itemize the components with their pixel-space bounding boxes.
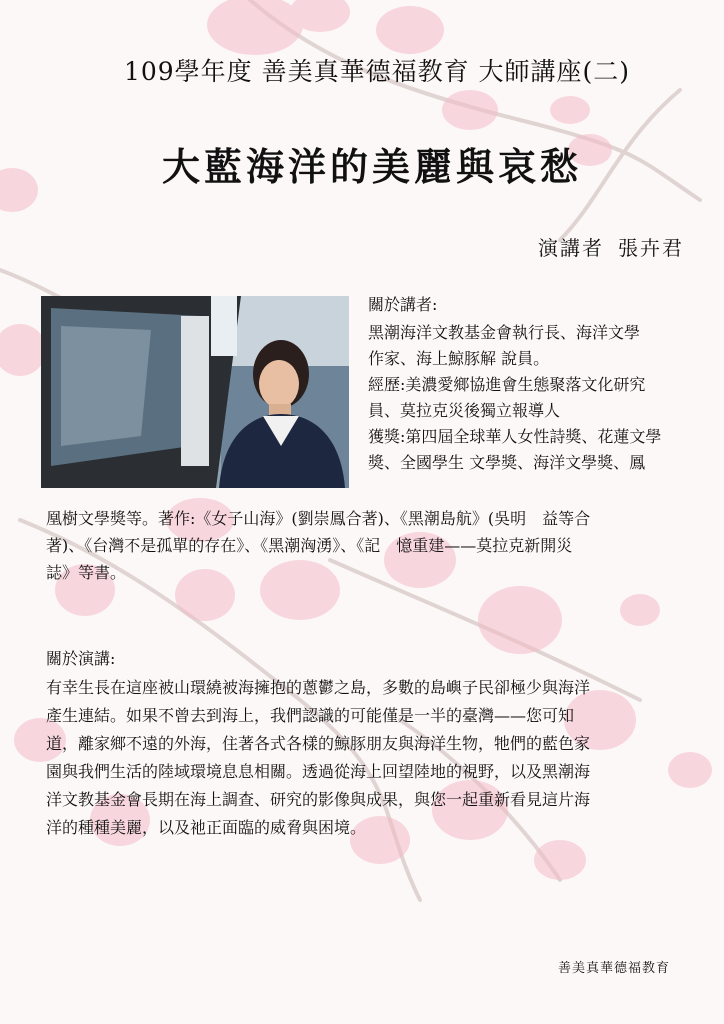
bio-line: 誌》等書。: [46, 563, 127, 582]
speaker-label: 演講者: [538, 236, 604, 260]
about-speaker-heading: 關於講者:: [368, 295, 438, 314]
talk-line: 產生連結。如果不曾去到海上，我們認識的可能僅是一半的臺灣——您可知: [46, 706, 575, 725]
bio-line: 黑潮海洋文教基金會執行長、海洋文學: [368, 323, 641, 342]
speaker-line: [524, 232, 684, 261]
talk-line: 洋的種種美麗，以及祂正面臨的威脅與困境。: [46, 818, 367, 837]
bio-line: 經歷:美濃愛鄉協進會生態聚落文化研究: [368, 375, 646, 394]
talk-line: 道，離家鄉不遠的外海，住著各式各樣的鯨豚朋友與海洋生物，牠們的藍色家: [46, 734, 591, 753]
speaker-photo: [41, 296, 349, 488]
bio-line: 獲獎:第四屆全球華人女性詩獎、花蓮文學: [368, 427, 662, 446]
speaker-bio-full: [46, 505, 686, 586]
bio-line: 凰樹文學獎等。著作:《女子山海》(劉崇鳳合著)、《黑潮島航》(吳明 益等合: [46, 509, 591, 528]
talk-line: 洋文教基金會長期在海上調查、研究的影像與成果，與您一起重新看見這片海: [46, 790, 591, 809]
page-title: 大藍海洋的美麗與哀愁: [161, 144, 582, 189]
talk-description: [46, 674, 686, 842]
bio-line: 著)、《台灣不是孤單的存在》、《黑潮洶湧》、《記 憶重建——莫拉克新開災: [46, 536, 573, 555]
speaker-bio-side: [368, 320, 688, 476]
event-header: 109學年度 善美真華德福教育 大師講座(二): [123, 57, 631, 86]
bio-line: 獎、全國學生 文學獎、海洋文學獎、鳳: [368, 453, 646, 472]
bio-line: 員、莫拉克災後獨立報導人: [368, 401, 561, 420]
footer-organization: 善美真華德福教育: [557, 961, 670, 976]
talk-line: 有幸生長在這座被山環繞被海擁抱的蔥鬱之島，多數的島嶼子民卻極少與海洋: [46, 678, 591, 697]
talk-line: 園與我們生活的陸域環境息息相關。透過從海上回望陸地的視野，以及黑潮海: [46, 762, 591, 781]
bio-line: 作家、海上鯨豚解 說員。: [368, 349, 550, 368]
about-talk-heading: 關於演講:: [46, 649, 116, 668]
speaker-name: 張卉君: [618, 236, 684, 260]
